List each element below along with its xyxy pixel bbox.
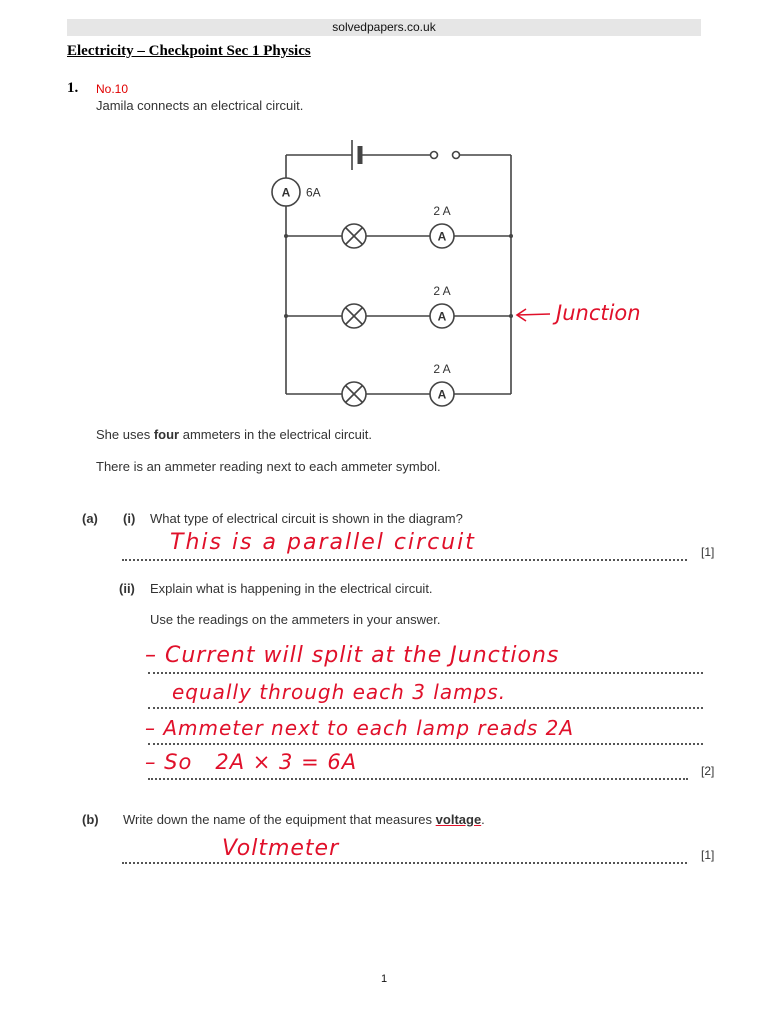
branch-2-ammeter-symbol: A xyxy=(437,309,447,324)
branch-1-ammeter-symbol: A xyxy=(437,229,447,244)
part-a-ii-answer-line-1: – Current will split at the Junctions xyxy=(145,643,560,668)
switch-contact-left xyxy=(431,152,438,159)
part-a-ii-answer-line-4: – So 2A × 3 = 6A xyxy=(145,750,358,774)
page-number: 1 xyxy=(380,973,388,985)
answer-line-a-ii-1 xyxy=(148,672,703,674)
part-a-ii-answer-line-3: – Ammeter next to each lamp reads 2A xyxy=(145,716,575,740)
part-a-ii-question-1: Explain what is happening in the electrical circuit. xyxy=(150,581,433,596)
site-banner: solvedpapers.co.uk xyxy=(67,19,701,36)
part-b-label: (b) xyxy=(82,812,99,827)
junction-arrow-shaft xyxy=(517,314,550,315)
junction-dot-left-1 xyxy=(284,234,288,238)
branch-1-ammeter-reading: 2 A xyxy=(433,204,451,218)
part-b-marks: [1] xyxy=(701,848,715,862)
part-a-ii-label: (ii) xyxy=(119,581,135,596)
part-a-label: (a) xyxy=(82,511,98,526)
part-a-i-label: (i) xyxy=(123,511,136,526)
question-number: 1. xyxy=(67,80,79,96)
junction-dot-right-2 xyxy=(509,314,513,318)
junction-dot-left-2 xyxy=(284,314,288,318)
main-ammeter-reading: 6A xyxy=(306,185,321,200)
part-a-ii-question-2: Use the readings on the ammeters in your answer. xyxy=(150,612,441,627)
stem-line-2: There is an ammeter reading next to each ammeter symbol. xyxy=(96,459,441,474)
junction-annotation: Junction xyxy=(556,301,641,325)
junction-dot-right-1 xyxy=(509,234,513,238)
answer-line-a-ii-3 xyxy=(148,743,703,745)
part-b-question: Write down the name of the equipment that measures voltage. xyxy=(123,812,485,827)
part-a-i-marks: [1] xyxy=(701,545,715,559)
part-a-ii-marks: [2] xyxy=(701,764,715,778)
part-b-answer: Voltmeter xyxy=(222,836,340,861)
branch-2-ammeter-reading: 2 A xyxy=(433,284,451,298)
circuit-diagram xyxy=(270,128,690,408)
question-reference: No.10 xyxy=(96,82,129,96)
answer-line-a-i xyxy=(122,559,687,561)
stem-line-1: She uses four ammeters in the electrical circuit. xyxy=(96,427,373,442)
answer-line-a-ii-4 xyxy=(148,778,688,780)
part-a-i-answer: This is a parallel circuit xyxy=(170,530,476,555)
question-intro: Jamila connects an electrical circuit. xyxy=(96,98,304,113)
part-a-i-question: What type of electrical circuit is shown in the diagram? xyxy=(150,511,463,526)
answer-line-b xyxy=(122,862,687,864)
branch-3-ammeter-reading: 2 A xyxy=(433,362,451,376)
branch-3-ammeter-symbol: A xyxy=(437,387,447,402)
switch-contact-right xyxy=(453,152,460,159)
main-ammeter-symbol: A xyxy=(281,185,291,200)
document-title: Electricity – Checkpoint Sec 1 Physics xyxy=(67,43,311,59)
part-a-ii-answer-line-2: equally through each 3 lamps. xyxy=(172,680,507,704)
answer-line-a-ii-2 xyxy=(148,707,703,709)
